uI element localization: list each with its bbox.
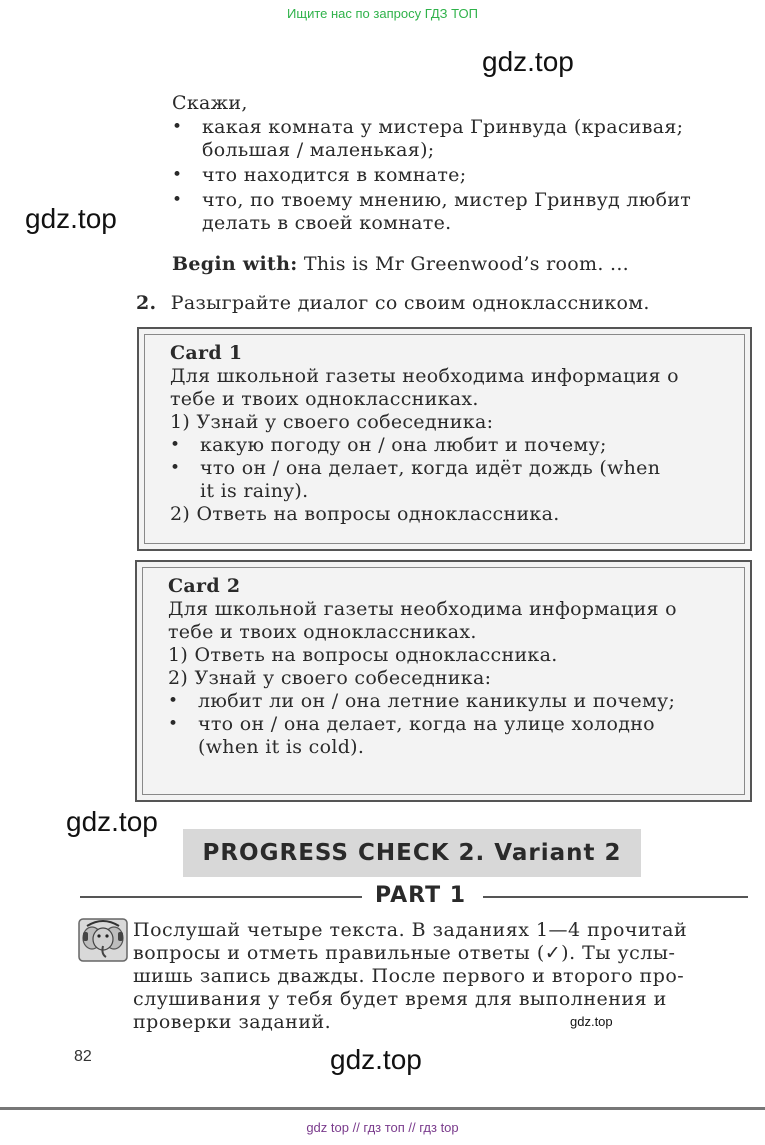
listening-elephant-icon [78, 918, 128, 962]
card-bullet [168, 690, 677, 713]
card-bullet [168, 713, 677, 759]
bullet-icon: • [168, 691, 179, 711]
bullet-line: любит ли он / она летние каникулы и почему; [198, 690, 676, 712]
task1-intro: Скажи, [172, 92, 248, 114]
instruction-line: проверки заданий. [133, 1011, 332, 1033]
instruction-line: Послушай четыре текста. В заданиях 1—4 прочитай [133, 919, 688, 941]
task2 [136, 292, 650, 315]
card-line: тебе и твоих одноклассниках. [168, 621, 477, 643]
bullet-icon: • [170, 458, 181, 478]
card-bullet [170, 434, 679, 457]
bottom-rule [0, 1107, 765, 1110]
card-1 [137, 327, 752, 551]
watermark: gdz.top [330, 1044, 422, 1075]
card-bullet [170, 457, 679, 503]
card-line: Для школьной газеты необходима информация о [168, 598, 677, 620]
card-title: Card 1 [170, 342, 243, 364]
task1-bullet [172, 164, 467, 187]
bullet-icon: • [172, 190, 183, 210]
card-line: 2) Ответь на вопросы одноклассника. [170, 503, 560, 525]
instruction-line: слушивания у тебя будет время для выполнения и [133, 988, 667, 1010]
watermark: gdz.top [482, 46, 574, 77]
bullet-line: какую погоду он / она любит и почему; [200, 434, 607, 456]
card-2 [135, 560, 752, 802]
card-title: Card 2 [168, 575, 241, 597]
card-line: тебе и твоих одноклассниках. [170, 388, 479, 410]
card-line: Для школьной газеты необходима информация о [170, 365, 679, 387]
listening-instructions [133, 919, 687, 1034]
card-line: 1) Ответь на вопросы одноклассника. [168, 644, 558, 666]
begin-text: This is Mr Greenwood’s room. ... [303, 253, 630, 275]
divider [483, 896, 748, 898]
page-number: 82 [74, 1048, 92, 1065]
footer-links[interactable]: gdz top // гдз топ // гдз top [306, 1120, 459, 1135]
bullet-line: какая комната у мистера Гринвуда (красивая; [202, 116, 684, 138]
bullet-line: что находится в комнате; [202, 164, 467, 186]
watermark-small: gdz.top [570, 1014, 613, 1029]
progress-check-banner: PROGRESS CHECK 2. Variant 2 [183, 829, 641, 877]
bullet-icon: • [172, 165, 183, 185]
bullet-line: что он / она делает, когда идёт дождь (when [200, 457, 661, 479]
bullet-line: что он / она делает, когда на улице холодно [198, 713, 655, 735]
begin-label: Begin with: [172, 253, 298, 275]
card-line: 2) Узнай у своего собеседника: [168, 667, 492, 689]
bullet-line: делать в своей комнате. [202, 212, 452, 234]
watermark: gdz.top [66, 806, 158, 837]
begin-with [172, 253, 629, 276]
task2-text: Разыграйте диалог со своим одноклассником. [170, 292, 650, 314]
instruction-line: шишь запись дважды. После первого и второго про- [133, 965, 685, 987]
part-label: PART 1 [375, 883, 467, 908]
task-number: 2. [136, 292, 157, 314]
task1-bullet [172, 116, 684, 162]
bullet-icon: • [170, 435, 181, 455]
bullet-line: что, по твоему мнению, мистер Гринвуд любит [202, 189, 692, 211]
divider [80, 896, 362, 898]
bullet-line: it is rainy). [200, 480, 309, 502]
instruction-line: вопросы и отметь правильные ответы (✓). Ты услы- [133, 942, 676, 964]
card-line: 1) Узнай у своего собеседника: [170, 411, 494, 433]
watermark: gdz.top [25, 203, 117, 234]
task1-bullet [172, 189, 692, 235]
bullet-line: большая / маленькая); [202, 139, 435, 161]
bullet-icon: • [168, 714, 179, 734]
bullet-icon: • [172, 117, 183, 137]
top-banner[interactable]: Ищите нас по запросу ГДЗ ТОП [287, 6, 478, 21]
bullet-line: (when it is cold). [198, 736, 365, 758]
